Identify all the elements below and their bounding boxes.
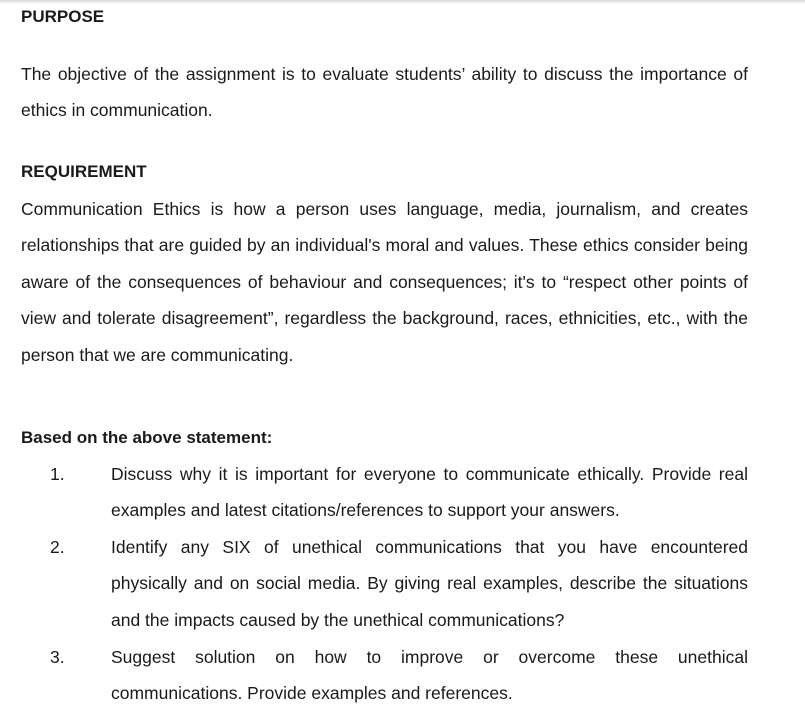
- question-number: 1.: [50, 464, 65, 484]
- question-text: Suggest solution on how to improve or overcome these unethical communications. Provide examples and references.: [111, 647, 748, 704]
- question-text: Discuss why it is important for everyone to communicate ethically. Provide real examples and latest citations/references to support your answers.: [111, 464, 748, 521]
- requirement-paragraph: Communication Ethics is how a person uses language, media, journalism, and creates relationships that are guided by an individual's moral and values. These ethics consider being aware of the consequences of behaviour and consequences; it's to “respect other points of view and tolerate disagreement”, regardless the background, races, ethnicities, etc., with the person that we are communicating.: [21, 199, 748, 365]
- question-number: 3.: [50, 647, 65, 667]
- purpose-paragraph: The objective of the assignment is to evaluate students’ ability to discuss the importance of ethics in communication.: [21, 64, 748, 121]
- question-number: 2.: [50, 537, 65, 557]
- purpose-heading: PURPOSE: [21, 7, 105, 26]
- questions-intro: Based on the above statement:: [21, 428, 273, 447]
- question-text: Identify any SIX of unethical communications that you have encountered physically and on social media. By giving real examples, describe the situations and the impacts caused by the unethical communications?: [111, 537, 748, 630]
- requirement-heading: REQUIREMENT: [21, 162, 147, 181]
